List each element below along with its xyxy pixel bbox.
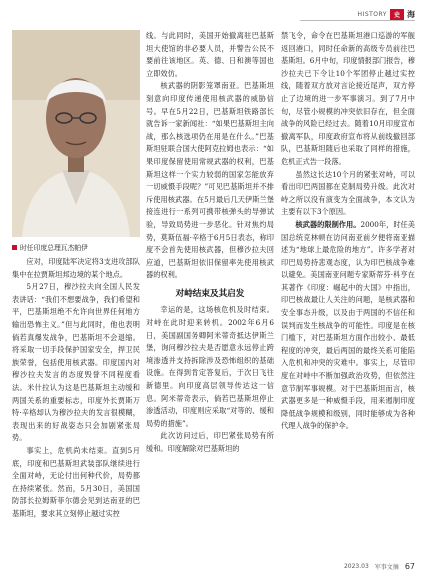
paragraph: 5月27日，穆沙拉夫向全国人民发表讲话：“我们不想要战争，我们希望和平，巴基斯坦绝不允许向世界任何地方输出恐怖主义。”但与此同时，他也表明倘若真爆发战争，巴基斯坦不会退缩。将采取一切手段保护国家安全，捍卫民族荣誉，包括使用核武器。印度国内对穆沙拉夫发言的态度毁誉不同程度看法。米什拉认为这是巴基斯坦主动缓和两国关系的重要标志，印度外长贾斯万特·辛格却认为穆沙拉夫的发言很模糊，表现出来的好战姿态只会加剧紧张局势。	[12, 282, 140, 443]
paragraph: 线。与此同时，美国开始撤离驻巴基斯坦大使馆的非必要人员，并警告公民不要前往该地区。英、德、日和澳等国也立即效仿。	[146, 31, 274, 78]
column-2	[146, 30, 274, 456]
issue-date: 2023.03	[343, 563, 369, 570]
header-rule	[300, 20, 415, 21]
lead-in-heading: 核武器的限制作用。	[295, 219, 361, 229]
paragraph	[281, 219, 415, 433]
magazine-name: 军事文摘	[374, 564, 399, 571]
photo-caption	[12, 242, 88, 252]
paragraph: 事实上，危机尚未结束。直到5月底，印度和巴基斯坦武装部队继续进行全面对峙，无论付出何种代价，局势都在持续紧张。然而，5月30日，美国国防部长拉姆斯菲尔德会见到达南亚的巴基斯坦，要求其立刻停止越过实控	[12, 445, 140, 518]
column-3	[281, 30, 415, 433]
caption-bullet-icon	[12, 245, 17, 250]
paragraph: 应对，印度陆军决定将3支进攻部队集中在拉贾斯坦邦边境的某个地点。	[12, 257, 140, 279]
portrait-illustration	[12, 30, 140, 237]
paragraph: 核武器的阴影笼罩南亚。巴基斯坦刻意向印度传递使用核武器的威胁信号。早在5月22日，巴基斯坦铁路部长就告诉一家新闻社：“如果巴基斯坦主向战，那么核选项仍在用是在什么。”巴基斯坦驻联合国大使阿克拉姆也表示：“如果印度保留使用常规武器的权利，巴基斯坦这样一个实力较弱的国家怎能放弃一切威慑手段呢？”可见巴基斯坦并不排斥使用核武器。在5月最后几天伊斯兰堡接连进行一系列可携带核弹头的导弹试验，导致局势进一步恶化。针对焦灼局势，莫斯伍福·辛格于6月5日表态，称印度不会首先使用核武器，但穆沙拉夫回应道，巴基斯坦依旧保留率先使用核武器的权利。	[146, 81, 274, 280]
header-badge: 史	[390, 9, 404, 20]
header-english: HISTORY	[357, 11, 387, 18]
paragraph: 幸运的是，这场核危机及时结束。对峙在此时迎来转机。2002年6月6日，美国副国务卿阿米蒂奇抵达伊斯兰堡，询问穆沙拉夫是否愿意永远停止跨境渗透并支持拆除涉及恐怖组织的基础设施。在得到肯定答复后，于次日飞往新德里。向印度高层领导传达这一信息。阿米蒂奇表示，倘若巴基斯坦停止渗透活动，印度则应采取“对等的、缓和局势的措施”。	[146, 305, 274, 428]
column-1	[12, 256, 140, 520]
page-footer	[344, 562, 415, 571]
header-chinese: 海	[407, 10, 415, 19]
paragraph: 此次访问过后，印巴紧张局势有所缓和。印度解除对巴基斯坦的	[146, 431, 274, 453]
caption-text: 时任印度总理瓦杰帕伊	[20, 244, 88, 252]
paragraph-text: 2000年，时任美国总统克林顿在访问南亚前夕便将南亚描述为“地球上最危险的地方”。许多学者对印巴局势持悲观态度，认为印巴核战争难以避免。美国南亚问题专家斯蒂芬·科亨在其著作《印度：崛起中的大国》中指出，印巴核战最让人关注的问题，是核武器和安全事态升级，以及由于两国的不信任和误判而发生核战争的可能性。印度是在核门槛下，对巴基斯坦方面作出较小、最低程度的冲突，最后两国的最终关系可能陷入危机和冲突的灾难中。事实上，尽管印度在对峙中不断加强政治攻势，但依然注意节制军事规模。对于巴基斯坦而言，核武器更多是一种威慑手段，用来遏制印度降低战争规模和级别，同时能够成为各种代理人战争的保护伞。	[281, 219, 415, 431]
paragraph: 虽然这长达10个月的紧张对峙，可以看出印巴两国都在克制局势升级。此次对峙之所以没有演变为全面战争，本文认为主要有以下3个原因。	[281, 169, 415, 217]
page-number: 67	[404, 562, 415, 571]
column-header	[358, 9, 415, 20]
paragraph: 禁飞令，命令在巴基斯坦港口巡游的军舰返回港口，同时任命新的高级专员前往巴基斯坦。6月中旬，印度情报部门报告，穆沙拉夫已下令让10个军团停止越过实控线，随着双方放对言论接近尾声，双方停止了边境的进一步军事演习。到了7月中旬，尽管小规模的冲突依旧存在，但全面战争的风险已经过去。随着10月印度宣布撤离军队，印度政府宣布将从前线撤回部队，巴基斯坦随后也采取了同样的措施，危机正式告一段落。	[281, 31, 415, 166]
section-title: 对峙结束及其启发	[175, 288, 245, 299]
portrait-photo	[12, 30, 140, 237]
